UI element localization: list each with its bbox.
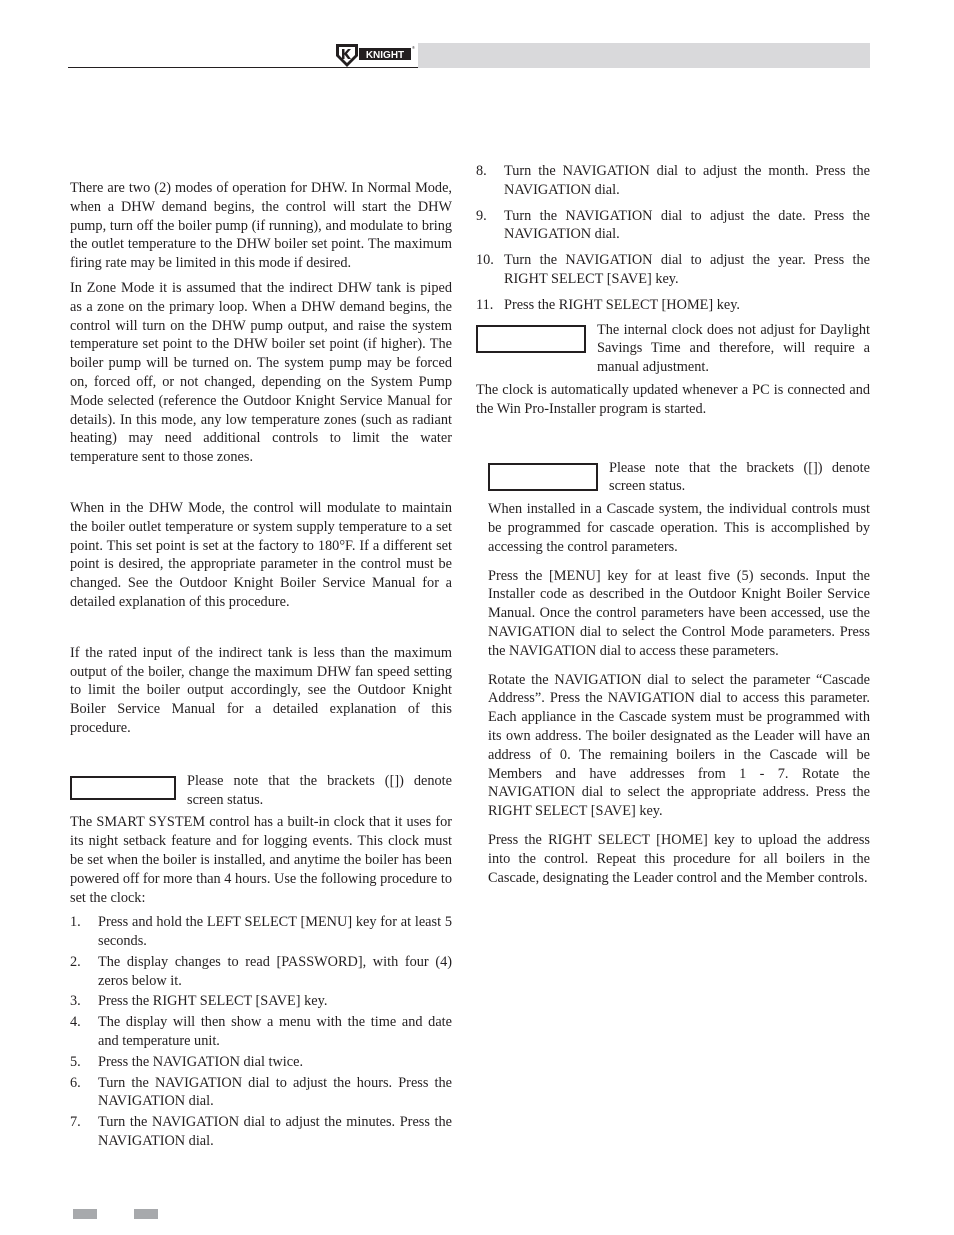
cascade-paragraph: Rotate the NAVIGATION dial to select the parameter “Cascade Address”. Press the NAVIGATION dial to access this parameter. Each appliance in the Cascade system must be programmed with its own address. The boiler designated as the Leader will have an address of 0. The remaining boilers in the Cascade will be Members and have addresses from 1 - 7. Rotate the NAVIGATION dial to select the appropriate address. Press the RIGHT SELECT [SAVE] key. xyxy=(488,671,870,820)
list-item: 2. The display changes to read [PASSWORD], with four (4) zeros below it. xyxy=(70,953,452,989)
logo-text: KNIGHT xyxy=(365,50,405,61)
footer-tab-left xyxy=(73,1209,97,1219)
note-text: Please note that the brackets ([]) denote screen status. xyxy=(609,459,870,495)
dhw-zone-mode-paragraph: In Zone Mode it is assumed that the indirect DHW tank is piped as a zone on the primary loop. When a DHW demand begins, the control will turn on the DHW pump output, and raise the system temperature set point to the DHW boiler set point (if higher). The boiler pump will be turned on. The system pump may be forced on, forced off, or not changed, depending on the System Pump Mode selected (reference the Outdoor Knight Service Manual for details). In this mode, any low temperature zones (such as radiant heating) may need additional controls to limit the water temperature sent to those zones. xyxy=(70,279,452,466)
cascade-paragraph: When installed in a Cascade system, the individual controls must be programmed for cascade operation. This is accomplished by accessing the control parameters. xyxy=(488,501,870,555)
footer-tab-right xyxy=(134,1209,158,1219)
note-brackets-right xyxy=(476,459,870,497)
list-item: 7. Turn the NAVIGATION dial to adjust the minutes. Press the NAVIGATION dial. xyxy=(70,1114,452,1150)
svg-text:®: ® xyxy=(412,45,415,50)
list-item: 8. Turn the NAVIGATION dial to adjust the month. Press the NAVIGATION dial. xyxy=(476,163,870,198)
list-item: 1. Press and hold the LEFT SELECT [MENU] key for at least 5 seconds. xyxy=(70,914,452,950)
clock-intro-paragraph: The SMART SYSTEM control has a built-in clock that it uses for its night setback feature and for logging events. This clock must be set when the boiler is installed, and anytime the boiler has been powered off for more than 4 hours. Use the following procedure to set the clock: xyxy=(70,814,452,906)
dhw-setpoint-paragraph: When in the DHW Mode, the control will modulate to maintain the boiler outlet temperature or system supply temperature to a set point. This set point is set at the factory to 180°F. If a different set point is desired, the appropriate parameter in the control must be changed. See the Outdoor Knight Boiler Service Manual for a detailed explanation of this procedure. xyxy=(70,499,452,610)
note-label-box xyxy=(488,463,598,491)
dhw-normal-mode-paragraph: There are two (2) modes of operation for DHW. In Normal Mode, when a DHW demand begins, the control will start the DHW pump, turn off the boiler pump (if running), and modulate to bring the outlet temperature to the DHW boiler set point. The maximum firing rate may be limited in this mode if desired. xyxy=(70,180,452,272)
cascade-section xyxy=(476,500,870,887)
note-label-box xyxy=(476,325,586,353)
note-brackets-left xyxy=(70,772,452,810)
header-band xyxy=(418,43,870,68)
list-item: 9. Turn the NAVIGATION dial to adjust the date. Press the NAVIGATION dial. xyxy=(476,207,870,243)
list-item: 10. Turn the NAVIGATION dial to adjust the year. Press the RIGHT SELECT [SAVE] key. xyxy=(476,252,870,287)
list-item: 4. The display will then show a menu with the time and date and temperature unit. xyxy=(70,1014,452,1050)
clock-steps-list-continued xyxy=(476,162,870,315)
dhw-fan-speed-paragraph: If the rated input of the indirect tank is less than the maximum output of the boiler, change the maximum DHW fan speed setting to limit the boiler output accordingly, see the Outdoor Knight Boiler Service Manual for a detailed explanation of this procedure. xyxy=(70,644,452,736)
note-clock xyxy=(476,321,870,377)
cascade-paragraph: Press the RIGHT SELECT [HOME] key to upload the address into the control. Repeat this procedure for all boilers in the Cascade, designating the Leader control and the Member controls. xyxy=(488,831,870,886)
clock-auto-update-paragraph: The clock is automatically updated whenever a PC is connected and the Win Pro-Installer program is started. xyxy=(476,381,870,417)
clock-steps-list xyxy=(70,913,452,1151)
left-column xyxy=(70,179,452,1153)
note-text: The internal clock does not adjust for Daylight Savings Time and therefore, will require a manual adjustment. xyxy=(597,321,870,376)
list-item: 3. Press the RIGHT SELECT [SAVE] key. xyxy=(70,993,328,1010)
cascade-paragraph: Press the [MENU] key for at least five (5) seconds. Input the Installer code as described in the Outdoor Knight Boiler Service Manual. Once the control parameters have been accessed, use the NAVIGATION dial to select the Control Mode parameters. Press the NAVIGATION dial to access these parameters. xyxy=(488,567,870,659)
list-item: 11. Press the RIGHT SELECT [HOME] key. xyxy=(476,296,741,313)
list-item: 6. Turn the NAVIGATION dial to adjust the hours. Press the NAVIGATION dial. xyxy=(70,1074,452,1110)
knight-logo xyxy=(328,40,418,68)
note-text: Please note that the brackets ([]) denote screen status. xyxy=(187,772,452,808)
note-label-box xyxy=(70,776,176,800)
list-item: 5. Press the NAVIGATION dial twice. xyxy=(70,1053,304,1070)
right-column xyxy=(476,162,870,893)
